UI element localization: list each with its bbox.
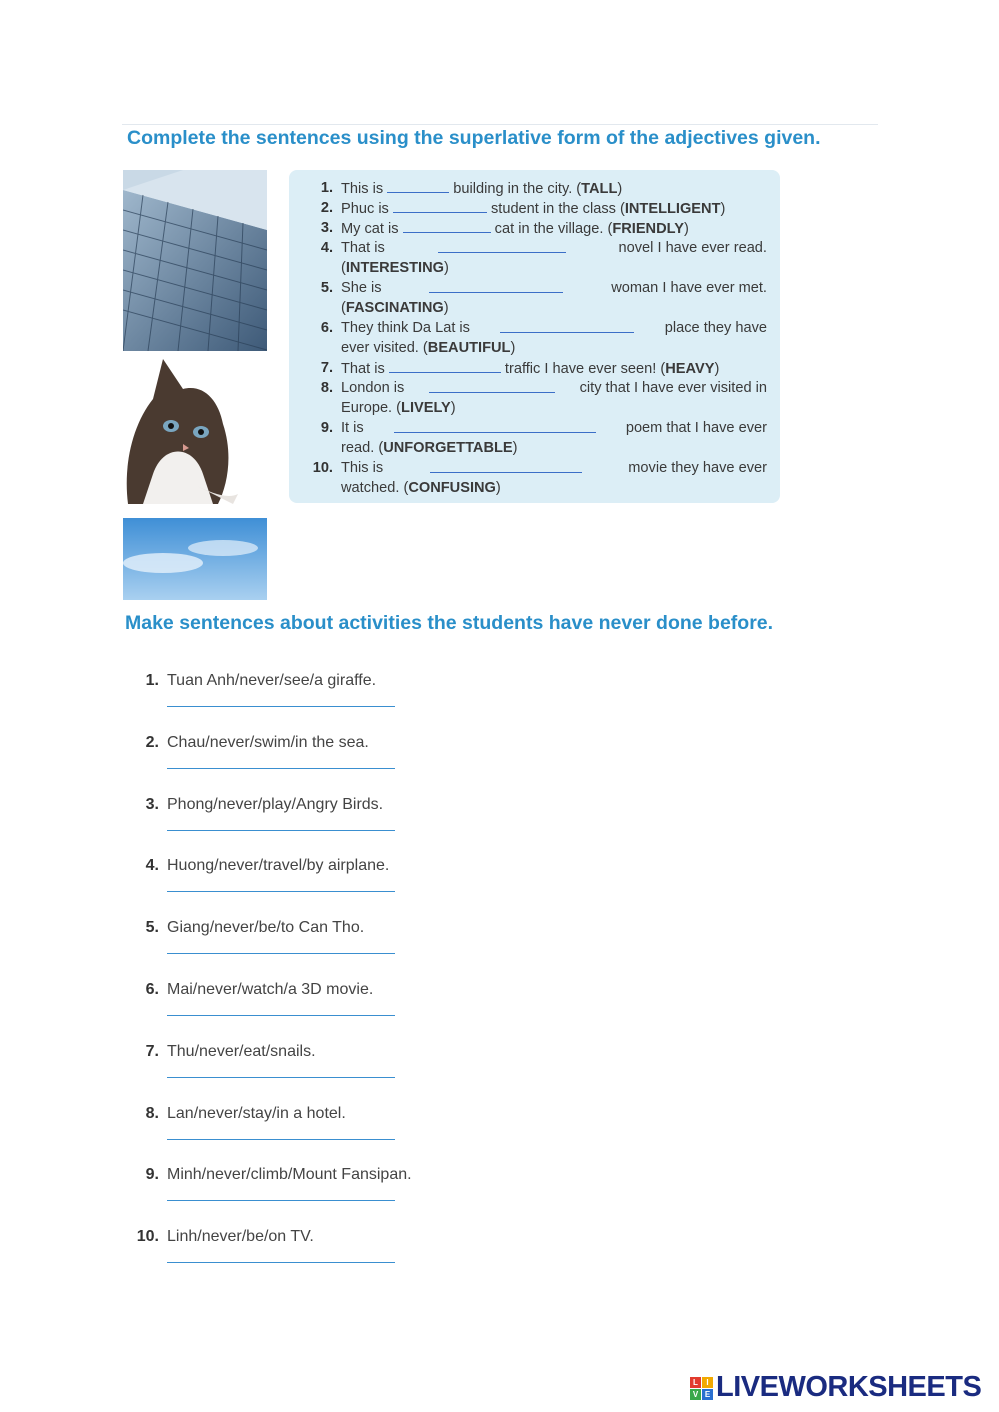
item-text: [341, 278, 767, 318]
item-number: 8.: [320, 380, 333, 396]
adjective: TALL: [581, 181, 618, 197]
sentence-start: London is: [341, 380, 405, 396]
answer-blank[interactable]: [393, 198, 487, 213]
answer-blank[interactable]: [394, 418, 596, 433]
prompt-text: Thu/never/eat/snails.: [167, 1042, 316, 1060]
sentence-start: This is: [341, 181, 388, 197]
item-number: 10.: [136, 1228, 159, 1246]
liveworksheets-logo: [690, 1371, 990, 1405]
exercise1-list: [289, 170, 780, 503]
answer-blank[interactable]: [387, 178, 449, 193]
top-divider: [122, 124, 878, 125]
paren-close: ): [450, 400, 456, 416]
sentence-cont: Europe. (: [341, 400, 402, 416]
adjective: LIVELY: [401, 400, 451, 416]
answer-line[interactable]: [167, 1015, 395, 1016]
item-number: 2.: [320, 200, 333, 216]
sentence-start: My cat is: [341, 221, 403, 237]
answer-line[interactable]: [167, 1200, 395, 1201]
paren-close: ): [443, 300, 449, 316]
paren-close: ): [714, 361, 720, 377]
item-text: [341, 378, 767, 418]
logo-badge-v: V: [690, 1389, 701, 1400]
sentence-rest: traffic I have ever seen! (: [500, 361, 666, 377]
exercise1-box: [289, 170, 780, 503]
item-text: [341, 418, 767, 458]
logo-text: LIVEWORKSHEETS: [716, 1371, 982, 1403]
answer-blank[interactable]: [403, 218, 491, 233]
item-number: 9.: [145, 1166, 159, 1184]
logo-badge-i: I: [702, 1377, 713, 1388]
logo-badge-icon: [690, 1377, 714, 1401]
item-number: 9.: [320, 420, 333, 436]
sentence-start: This is: [341, 460, 384, 476]
answer-line[interactable]: [167, 891, 395, 892]
answer-blank[interactable]: [438, 238, 566, 253]
paren-close: ): [617, 181, 623, 197]
answer-line[interactable]: [167, 706, 395, 707]
item-number: 7.: [320, 360, 333, 376]
answer-line[interactable]: [167, 830, 395, 831]
adjective: HEAVY: [665, 361, 715, 377]
prompt-text: Giang/never/be/to Can Tho.: [167, 919, 365, 937]
item-number: 6.: [320, 320, 333, 336]
sentence-cont: ever visited. (: [341, 340, 428, 356]
item-number: 5.: [145, 919, 159, 937]
item-text: [341, 198, 767, 219]
item-number: 10.: [312, 460, 333, 476]
prompt-text: Phong/never/play/Angry Birds.: [167, 795, 384, 813]
item-text: [341, 458, 767, 498]
prompt-text: Mai/never/watch/a 3D movie.: [167, 981, 374, 998]
item-number: 4.: [145, 857, 159, 875]
item-text: [341, 358, 767, 379]
adjective: UNFORGETTABLE: [383, 440, 513, 456]
paren-close: ): [683, 221, 689, 237]
prompt-text: Tuan Anh/never/see/a giraffe.: [167, 672, 377, 689]
sentence-rest: building in the city. (: [449, 181, 582, 197]
paren-close: ): [510, 340, 516, 356]
answer-blank[interactable]: [429, 378, 555, 393]
sentence-cont: watched. (: [341, 480, 409, 496]
answer-line[interactable]: [167, 1262, 395, 1263]
item-text: [341, 238, 767, 278]
prompt-text: Lan/never/stay/in a hotel.: [167, 1104, 346, 1122]
item-number: 3.: [145, 795, 159, 813]
paren-close: ): [443, 260, 449, 276]
answer-blank[interactable]: [389, 358, 501, 373]
answer-blank[interactable]: [430, 458, 582, 473]
paren-close: ): [495, 480, 501, 496]
adjective: CONFUSING: [408, 480, 496, 496]
answer-line[interactable]: [167, 768, 395, 769]
logo-badge-l: L: [690, 1377, 701, 1388]
answer-blank[interactable]: [429, 278, 563, 293]
sentence-cont: read. (: [341, 440, 384, 456]
item-number: 7.: [145, 1042, 159, 1060]
sentence-start: That is: [341, 240, 385, 256]
sky-image: [123, 518, 267, 600]
paren-close: ): [720, 201, 726, 217]
exercise1-title: Complete the sentences using the superlative form of the adjectives given.: [127, 127, 821, 149]
item-number: 5.: [320, 280, 333, 296]
item-text: [341, 318, 767, 358]
adjective: BEAUTIFUL: [427, 340, 511, 356]
item-number: 2.: [145, 733, 159, 751]
answer-line[interactable]: [167, 1139, 395, 1140]
item-number: 6.: [145, 981, 159, 998]
prompt-text: Huong/never/travel/by airplane.: [167, 857, 390, 875]
skyscraper-image: [123, 170, 267, 351]
adjective: INTELLIGENT: [624, 201, 721, 217]
prompt-text: Linh/never/be/on TV.: [167, 1228, 314, 1246]
sentence-start: She is: [341, 280, 382, 296]
sentence-start: That is: [341, 361, 389, 377]
item-number: 4.: [320, 240, 333, 256]
sentence-start: They think Da Lat is: [341, 320, 470, 336]
sentence-rest: city that I have ever visited in: [579, 380, 767, 396]
item-text: [341, 218, 767, 239]
kitten-image: [123, 354, 267, 510]
prompt-text: Minh/never/climb/Mount Fansipan.: [167, 1166, 412, 1184]
answer-blank[interactable]: [500, 318, 634, 333]
item-number: 3.: [320, 220, 333, 236]
exercise2-title: Make sentences about activities the students have never done before.: [125, 612, 774, 634]
adjective: INTERESTING: [345, 260, 444, 276]
paren-close: ): [512, 440, 518, 456]
logo-badge-e: E: [702, 1389, 713, 1400]
sentence-cont: (: [341, 300, 346, 316]
sentence-rest: woman I have ever met.: [611, 280, 767, 296]
item-text: [341, 178, 767, 199]
answer-line[interactable]: [167, 953, 395, 954]
sentence-start: It is: [341, 420, 364, 436]
adjective: FASCINATING: [345, 300, 444, 316]
item-number: 8.: [145, 1104, 159, 1122]
prompt-text: Chau/never/swim/in the sea.: [167, 733, 369, 751]
adjective: FRIENDLY: [612, 221, 684, 237]
sentence-rest: cat in the village. (: [490, 221, 613, 237]
sentence-rest: student in the class (: [486, 201, 625, 217]
answer-line[interactable]: [167, 1077, 395, 1078]
sentence-start: Phuc is: [341, 201, 393, 217]
sentence-rest: place they have: [664, 320, 767, 336]
sentence-cont: (: [341, 260, 346, 276]
item-number: 1.: [145, 672, 159, 689]
item-number: 1.: [320, 180, 333, 196]
sentence-rest: novel I have ever read.: [618, 240, 767, 256]
sentence-rest: poem that I have ever: [625, 420, 767, 436]
sentence-rest: movie they have ever: [628, 460, 767, 476]
